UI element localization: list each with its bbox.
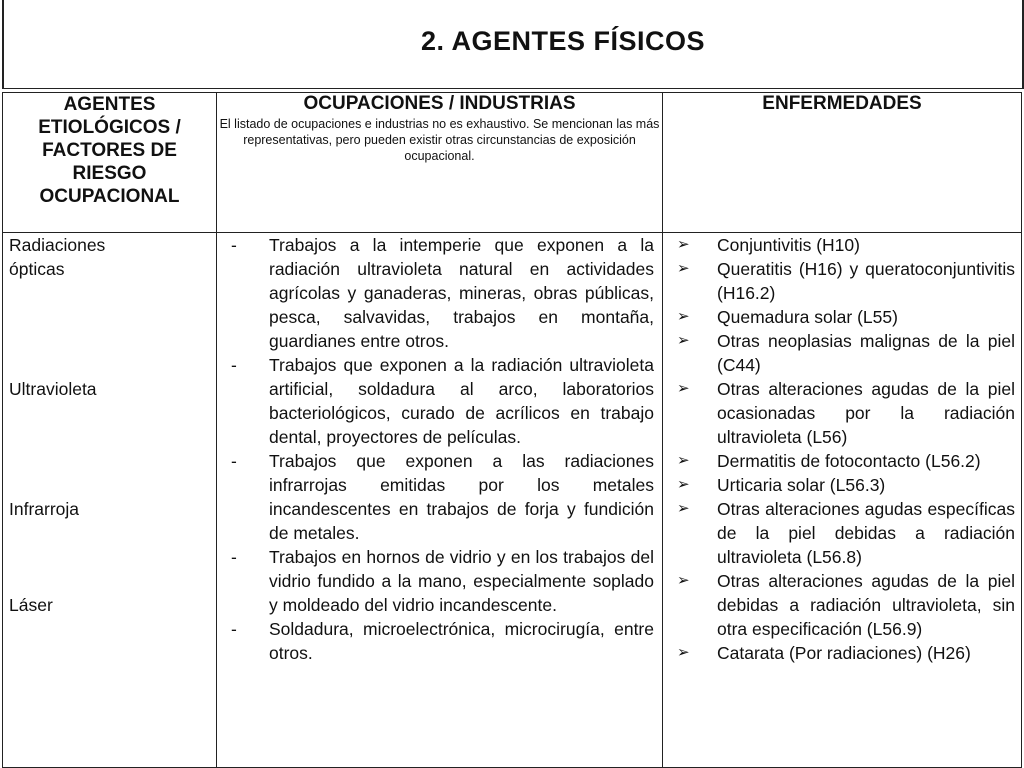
arrow-bullet-icon: ➢ xyxy=(677,260,690,277)
disease-text: Conjuntivitis (H10) xyxy=(717,235,860,255)
occupations-list xyxy=(217,233,662,665)
disease-text: Quemadura solar (L55) xyxy=(717,307,898,327)
disease-text: Otras alteraciones agudas de la piel debidas a radiación ultravioleta, sin otra especificación (L56.9) xyxy=(717,571,1015,639)
list-item xyxy=(217,233,662,353)
list-item xyxy=(663,569,1021,641)
list-item xyxy=(663,641,1021,665)
header-agents: AGENTES ETIOLÓGICOS / FACTORES DE RIESGO OCUPACIONAL xyxy=(3,93,217,233)
list-item xyxy=(663,233,1021,257)
disease-text: Queratitis (H16) y queratoconjuntivitis (H16.2) xyxy=(717,259,1015,303)
disease-text: Urticaria solar (L56.3) xyxy=(717,475,886,495)
arrow-bullet-icon: ➢ xyxy=(677,476,690,493)
list-item xyxy=(217,545,662,617)
occupation-text: Soldadura, microelectrónica, microcirugía, entre otros. xyxy=(269,619,654,663)
occupation-text: Trabajos que exponen a las radiaciones infrarrojas emitidas por los metales incandescentes en trabajos de forja y fundición de metales. xyxy=(269,451,654,543)
occupation-text: Trabajos que exponen a la radiación ultravioleta artificial, soldadura al arco, laboratorios bacteriológicos, curado de acrílicos en trabajo dental, proyectores de películas. xyxy=(269,355,654,447)
agents-column xyxy=(3,233,217,768)
arrow-bullet-icon: ➢ xyxy=(677,500,690,517)
list-item xyxy=(663,497,1021,569)
arrow-bullet-icon: ➢ xyxy=(677,452,690,469)
table-body-row xyxy=(3,233,1022,768)
list-item xyxy=(663,473,1021,497)
agent-laser: Láser xyxy=(9,595,53,615)
dash-bullet: - xyxy=(231,235,237,255)
arrow-bullet-icon: ➢ xyxy=(677,332,690,349)
occupation-text: Trabajos en hornos de vidrio y en los trabajos del vidrio fundido a la mano, especialmente soplado y moldeado del vidrio incandescente. xyxy=(269,547,654,615)
header-diseases: ENFERMEDADES xyxy=(663,93,1022,233)
header-occupations-note: El listado de ocupaciones e industrias no es exhaustivo. Se mencionan las más representativas, pero pueden existir otras circunstancias de exposición ocupacional. xyxy=(219,117,660,163)
dash-bullet: - xyxy=(231,451,237,471)
agent-infrarroja: Infrarroja xyxy=(9,499,80,519)
list-item xyxy=(217,449,662,545)
disease-text: Dermatitis de fotocontacto (L56.2) xyxy=(717,451,981,471)
disease-text: Otras neoplasias malignas de la piel (C44) xyxy=(717,331,1015,375)
table-header-row xyxy=(3,93,1022,233)
title-box xyxy=(2,0,1024,89)
occupations-column xyxy=(217,233,663,768)
agent-ultravioleta: Ultravioleta xyxy=(9,379,97,399)
agents-table xyxy=(2,92,1022,768)
disease-text: Catarata (Por radiaciones) (H26) xyxy=(717,643,971,663)
list-item xyxy=(217,617,662,665)
diseases-list xyxy=(663,233,1021,665)
list-item xyxy=(663,329,1021,377)
disease-text: Otras alteraciones agudas específicas de la piel debidas a radiación ultravioleta (L56.8) xyxy=(717,499,1015,567)
list-item xyxy=(663,257,1021,305)
dash-bullet: - xyxy=(231,547,237,567)
list-item xyxy=(217,353,662,449)
disease-text: Otras alteraciones agudas de la piel ocasionadas por la radiación ultravioleta (L56) xyxy=(717,379,1015,447)
list-item xyxy=(663,449,1021,473)
arrow-bullet-icon: ➢ xyxy=(677,644,690,661)
occupation-text: Trabajos a la intemperie que exponen a la radiación ultravioleta natural en actividades agrícolas y ganaderas, mineras, obras públicas, pesca, salvavidas, trabajos en montaña, guardianes entre otros. xyxy=(269,235,654,351)
list-item xyxy=(663,305,1021,329)
arrow-bullet-icon: ➢ xyxy=(677,572,690,589)
agent-radiaciones-opticas: Radiaciones ópticas xyxy=(9,235,106,279)
arrow-bullet-icon: ➢ xyxy=(677,308,690,325)
dash-bullet: - xyxy=(231,619,237,639)
dash-bullet: - xyxy=(231,355,237,375)
arrow-bullet-icon: ➢ xyxy=(677,236,690,253)
arrow-bullet-icon: ➢ xyxy=(677,380,690,397)
section-title: 2. AGENTES FÍSICOS xyxy=(420,26,706,56)
diseases-column xyxy=(663,233,1022,768)
list-item xyxy=(663,377,1021,449)
header-occupations-title: OCUPACIONES / INDUSTRIAS xyxy=(303,93,576,114)
header-occupations xyxy=(217,93,663,233)
